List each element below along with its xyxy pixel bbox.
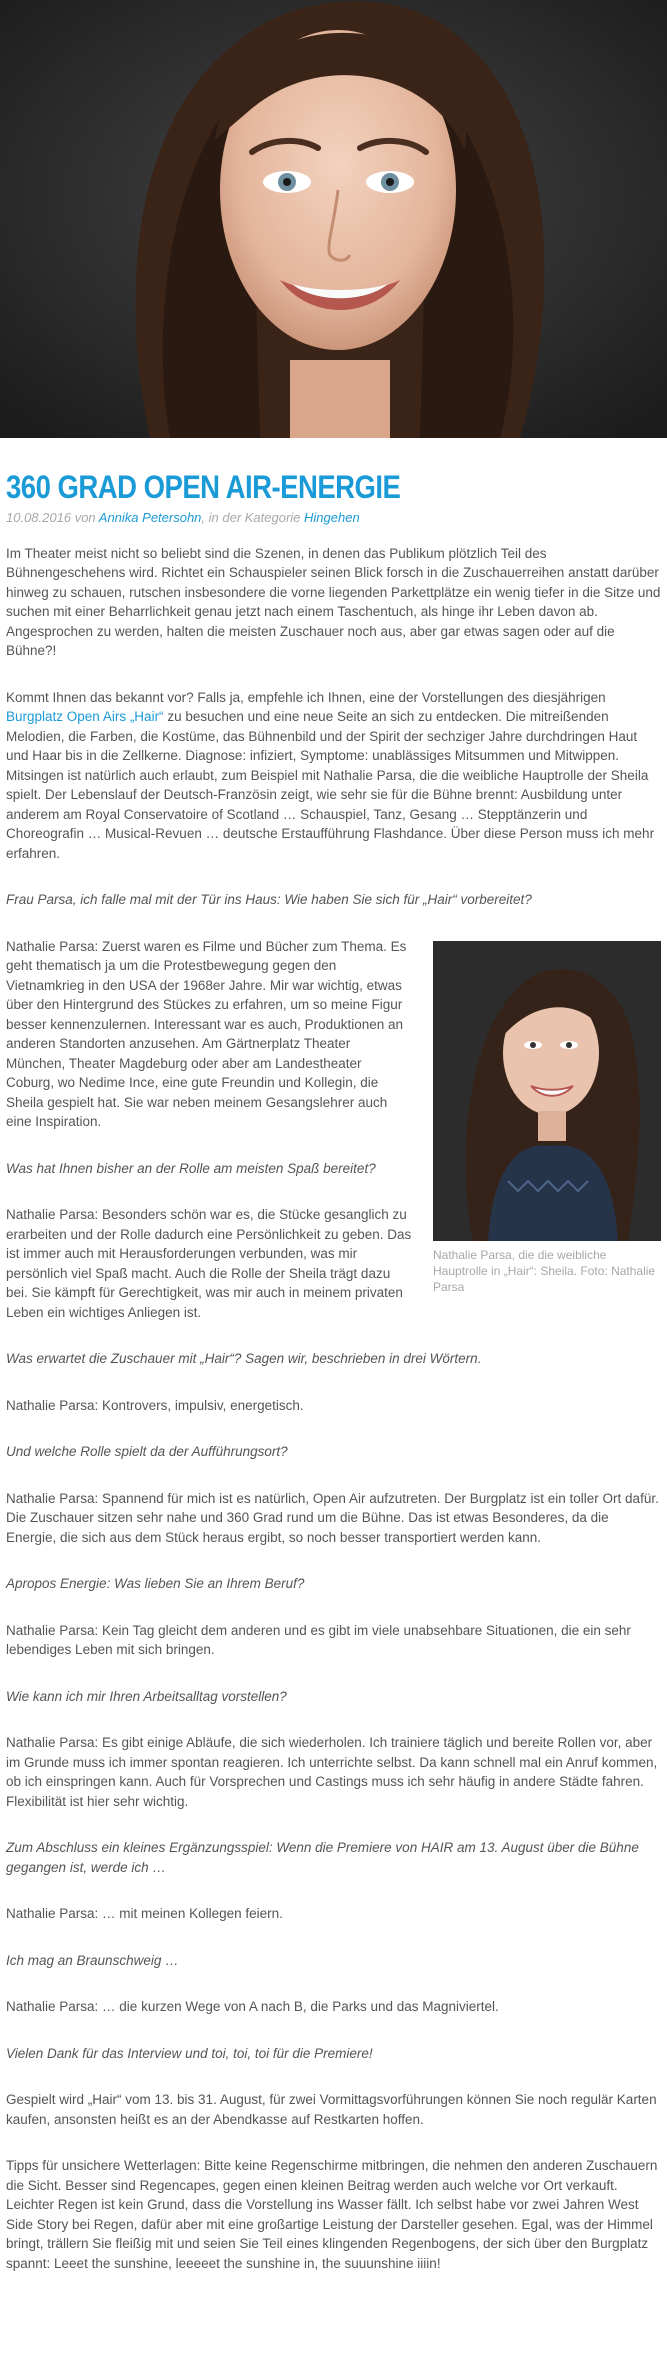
figure-photo: [433, 941, 661, 1241]
portrait-illustration: [0, 0, 667, 438]
meta-in-category: , in der Kategorie: [201, 510, 305, 525]
question-8: Ich mag an Braunschweig …: [6, 1952, 179, 1968]
question-7: Zum Abschluss ein kleines Ergänzungsspiel: Wenn die Premiere von HAIR am 13. August über die Bühne gegangen ist, werde ich …: [6, 1840, 639, 1875]
question-2: Was hat Ihnen bisher an der Rolle am meisten Spaß bereitet?: [6, 1160, 376, 1176]
intro-paragraph-1: Im Theater meist nicht so beliebt sind die Szenen, in denen das Publikum plötzlich Teil des Bühnengeschehens wird. Richtet ein Schauspieler seinen Blick forsch in die Zuschauerreihen anstatt darüber hinweg zu schauen, rutschen insbesondere die vorne liegenden Parkettplätze ein wenig tiefer in die Sitze und suchen mit einer Beharrlichkeit genau jetzt nach einem Taschentuch, als hinge ihr Leben davon ab. Angesprochen zu werden, halten die meisten Zuschauer noch aus, aber gar etwas sagen oder auf die Bühne?!: [6, 545, 661, 658]
answer-5: Nathalie Parsa: Kein Tag gleicht dem anderen und es gibt im viele unabsehbare Situationen, die ein sehr lebendiges Leben mit sich bringen.: [6, 1622, 631, 1657]
hero-portrait-image: [0, 0, 667, 438]
intro-paragraph-2-text-b: zu besuchen und eine neue Seite an sich zu entdecken. Die mitreißenden Melodien, die Farben, die Kostüme, das Bühnenbild und der Spirit der sechziger Jahre durchdringen Haut und Haar bis in die Zellkerne. Diagnose: infiziert, Symptome: unablässiges Mitsummen und Mitwippen. Mitsingen ist natürlich auch erlaubt, zum Beispiel mit Nathalie Parsa, die die weibliche Hauptrolle der Sheila spielt. Der Lebenslauf der Deutsch-Französin zeigt, wie sehr sie für die Bühne brennt: Ausbildung unter anderem am Royal Conservatoire of Scotland … Schauspiel, Tanz, Gesang … Stepptänzerin und Choreografin … Musical-Revuen … deutsche Erstaufführung Flashdance. Über diese Person muss ich mehr erfahren.: [6, 709, 655, 861]
article-title: 360 GRAD OPEN AIR-ENERGIE: [6, 469, 401, 505]
figure: [433, 941, 661, 1295]
intro-paragraph-2: [6, 688, 661, 864]
answer-1: Nathalie Parsa: Zuerst waren es Filme und Bücher zum Thema. Es geht thematisch ja um die Protestbewegung gegen den Vietnamkrieg in den USA der 1968er Jahre. Mir war wichtig, etwas über den Hintergrund des Stückes zu erfahren, um so meine Figur besser kennenzulernen. Interessant war es auch, Produktionen an anderen Standorten anzusehen. Am Gärtnerplatz Theater München, Theater Magdeburg oder aber am Landestheater Coburg, wo Nedime Ince, eine gute Freundin und Kollegin, die Sheila gespielt hat. Sie war neben meinem Gesangslehrer auch eine Inspiration.: [6, 938, 407, 1129]
figure-portrait-illustration: [433, 941, 661, 1241]
closing-thanks: Vielen Dank für das Interview und toi, toi, toi für die Premiere!: [6, 2045, 373, 2061]
question-6: Wie kann ich mir Ihren Arbeitsalltag vorstellen?: [6, 1688, 287, 1704]
post-date: 10.08.2016: [6, 510, 72, 525]
category-link[interactable]: Hingehen: [304, 510, 360, 525]
answer-8: Nathalie Parsa: … die kurzen Wege von A nach B, die Parks und das Magniviertel.: [6, 1999, 499, 2014]
article: [0, 468, 667, 2273]
answer-3: Nathalie Parsa: Kontrovers, impulsiv, energetisch.: [6, 1397, 304, 1413]
meta-von: von: [71, 510, 99, 525]
article-meta: [6, 508, 661, 528]
author-link[interactable]: Annika Petersohn: [98, 510, 202, 525]
figure-section: [6, 937, 661, 1323]
question-4: Und welche Rolle spielt da der Aufführungsort?: [6, 1444, 288, 1459]
question-1: Frau Parsa, ich falle mal mit der Tür ins Haus: Wie haben Sie sich für „Hair“ vorbereitet?: [6, 892, 532, 907]
hair-open-air-link[interactable]: Burgplatz Open Airs „Hair“: [6, 709, 164, 724]
question-5: Apropos Energie: Was lieben Sie an Ihrem Beruf?: [6, 1576, 305, 1591]
intro-paragraph-2-text-a: Kommt Ihnen das bekannt vor? Falls ja, empfehle ich Ihnen, eine der Vorstellungen des diesjährigen: [6, 689, 606, 705]
answer-2: Nathalie Parsa: Besonders schön war es, die Stücke gesanglich zu erarbeiten und der Rolle dadurch eine Persönlichkeit zu geben. Das ist immer auch mit Herausforderungen verbunden, was mir persönlich viel Spaß macht. Auch die Rolle der Sheila trägt dazu bei. Sie kämpft für Gerechtigkeit, was mir auch in meinem privaten Leben ein wichtiges Anliegen ist.: [6, 1207, 412, 1320]
answer-7: Nathalie Parsa: … mit meinen Kollegen feiern.: [6, 1906, 283, 1921]
ticket-info-paragraph: Gespielt wird „Hair“ vom 13. bis 31. August, für zwei Vormittagsvorführungen können Sie noch regulär Karten kaufen, ansonsten heißt es an der Abendkasse auf Restkarten hoffen.: [6, 2092, 657, 2127]
figure-caption: Nathalie Parsa, die die weibliche Hauptrolle in „Hair“: Sheila. Foto: Nathalie Parsa: [433, 1247, 656, 1294]
weather-tips-paragraph: Tipps für unsichere Wetterlagen: Bitte keine Regenschirme mitbringen, die nehmen den anderen Zuschauern die Sicht. Besser sind Regencapes, gegen einen kleinen Beitrag werden auch welche vor Ort verkauft. Leichter Regen ist kein Grund, dass die Vorstellung ins Wasser fällt. Ich selbst habe vor zwei Jahren West Side Story bei Regen, dafür aber mit eine großartige Leistung der Darsteller gesehen. Egal, was der Himmel bringt, trällern Sie fleißig mit und seien Sie Teil eines klingenden Regenbogens, der sich über den Burgplatz spannt: Leeet the sunshine, leeeeet the sunshine in, the suuunshine iiiin!: [6, 2158, 658, 2271]
answer-6: Nathalie Parsa: Es gibt einige Abläufe, die sich wiederholen. Ich trainiere täglich und bereite Rollen vor, aber im Grunde muss ich immer spontan reagieren. Ich unterrichte selbst. Da kann schnell mal ein Anruf kommen, ob ich einspringen kann. Auch für Vorsprechen und Castings muss ich sehr häufig in andere Städte fahren. Flexibilität ist hier sehr wichtig.: [6, 1735, 658, 1809]
answer-4: Nathalie Parsa: Spannend für mich ist es natürlich, Open Air aufzutreten. Der Burgplatz ist ein toller Ort dafür. Die Zuschauer sitzen sehr nahe und 360 Grad rund um die Bühne. Das ist etwas Besonderes, da die Energie, die sich aus dem Stück heraus ergibt, so noch besser transportiert werden kann.: [6, 1490, 659, 1545]
question-3: Was erwartet die Zuschauer mit „Hair“? Sagen wir, beschrieben in drei Wörtern.: [6, 1351, 482, 1366]
